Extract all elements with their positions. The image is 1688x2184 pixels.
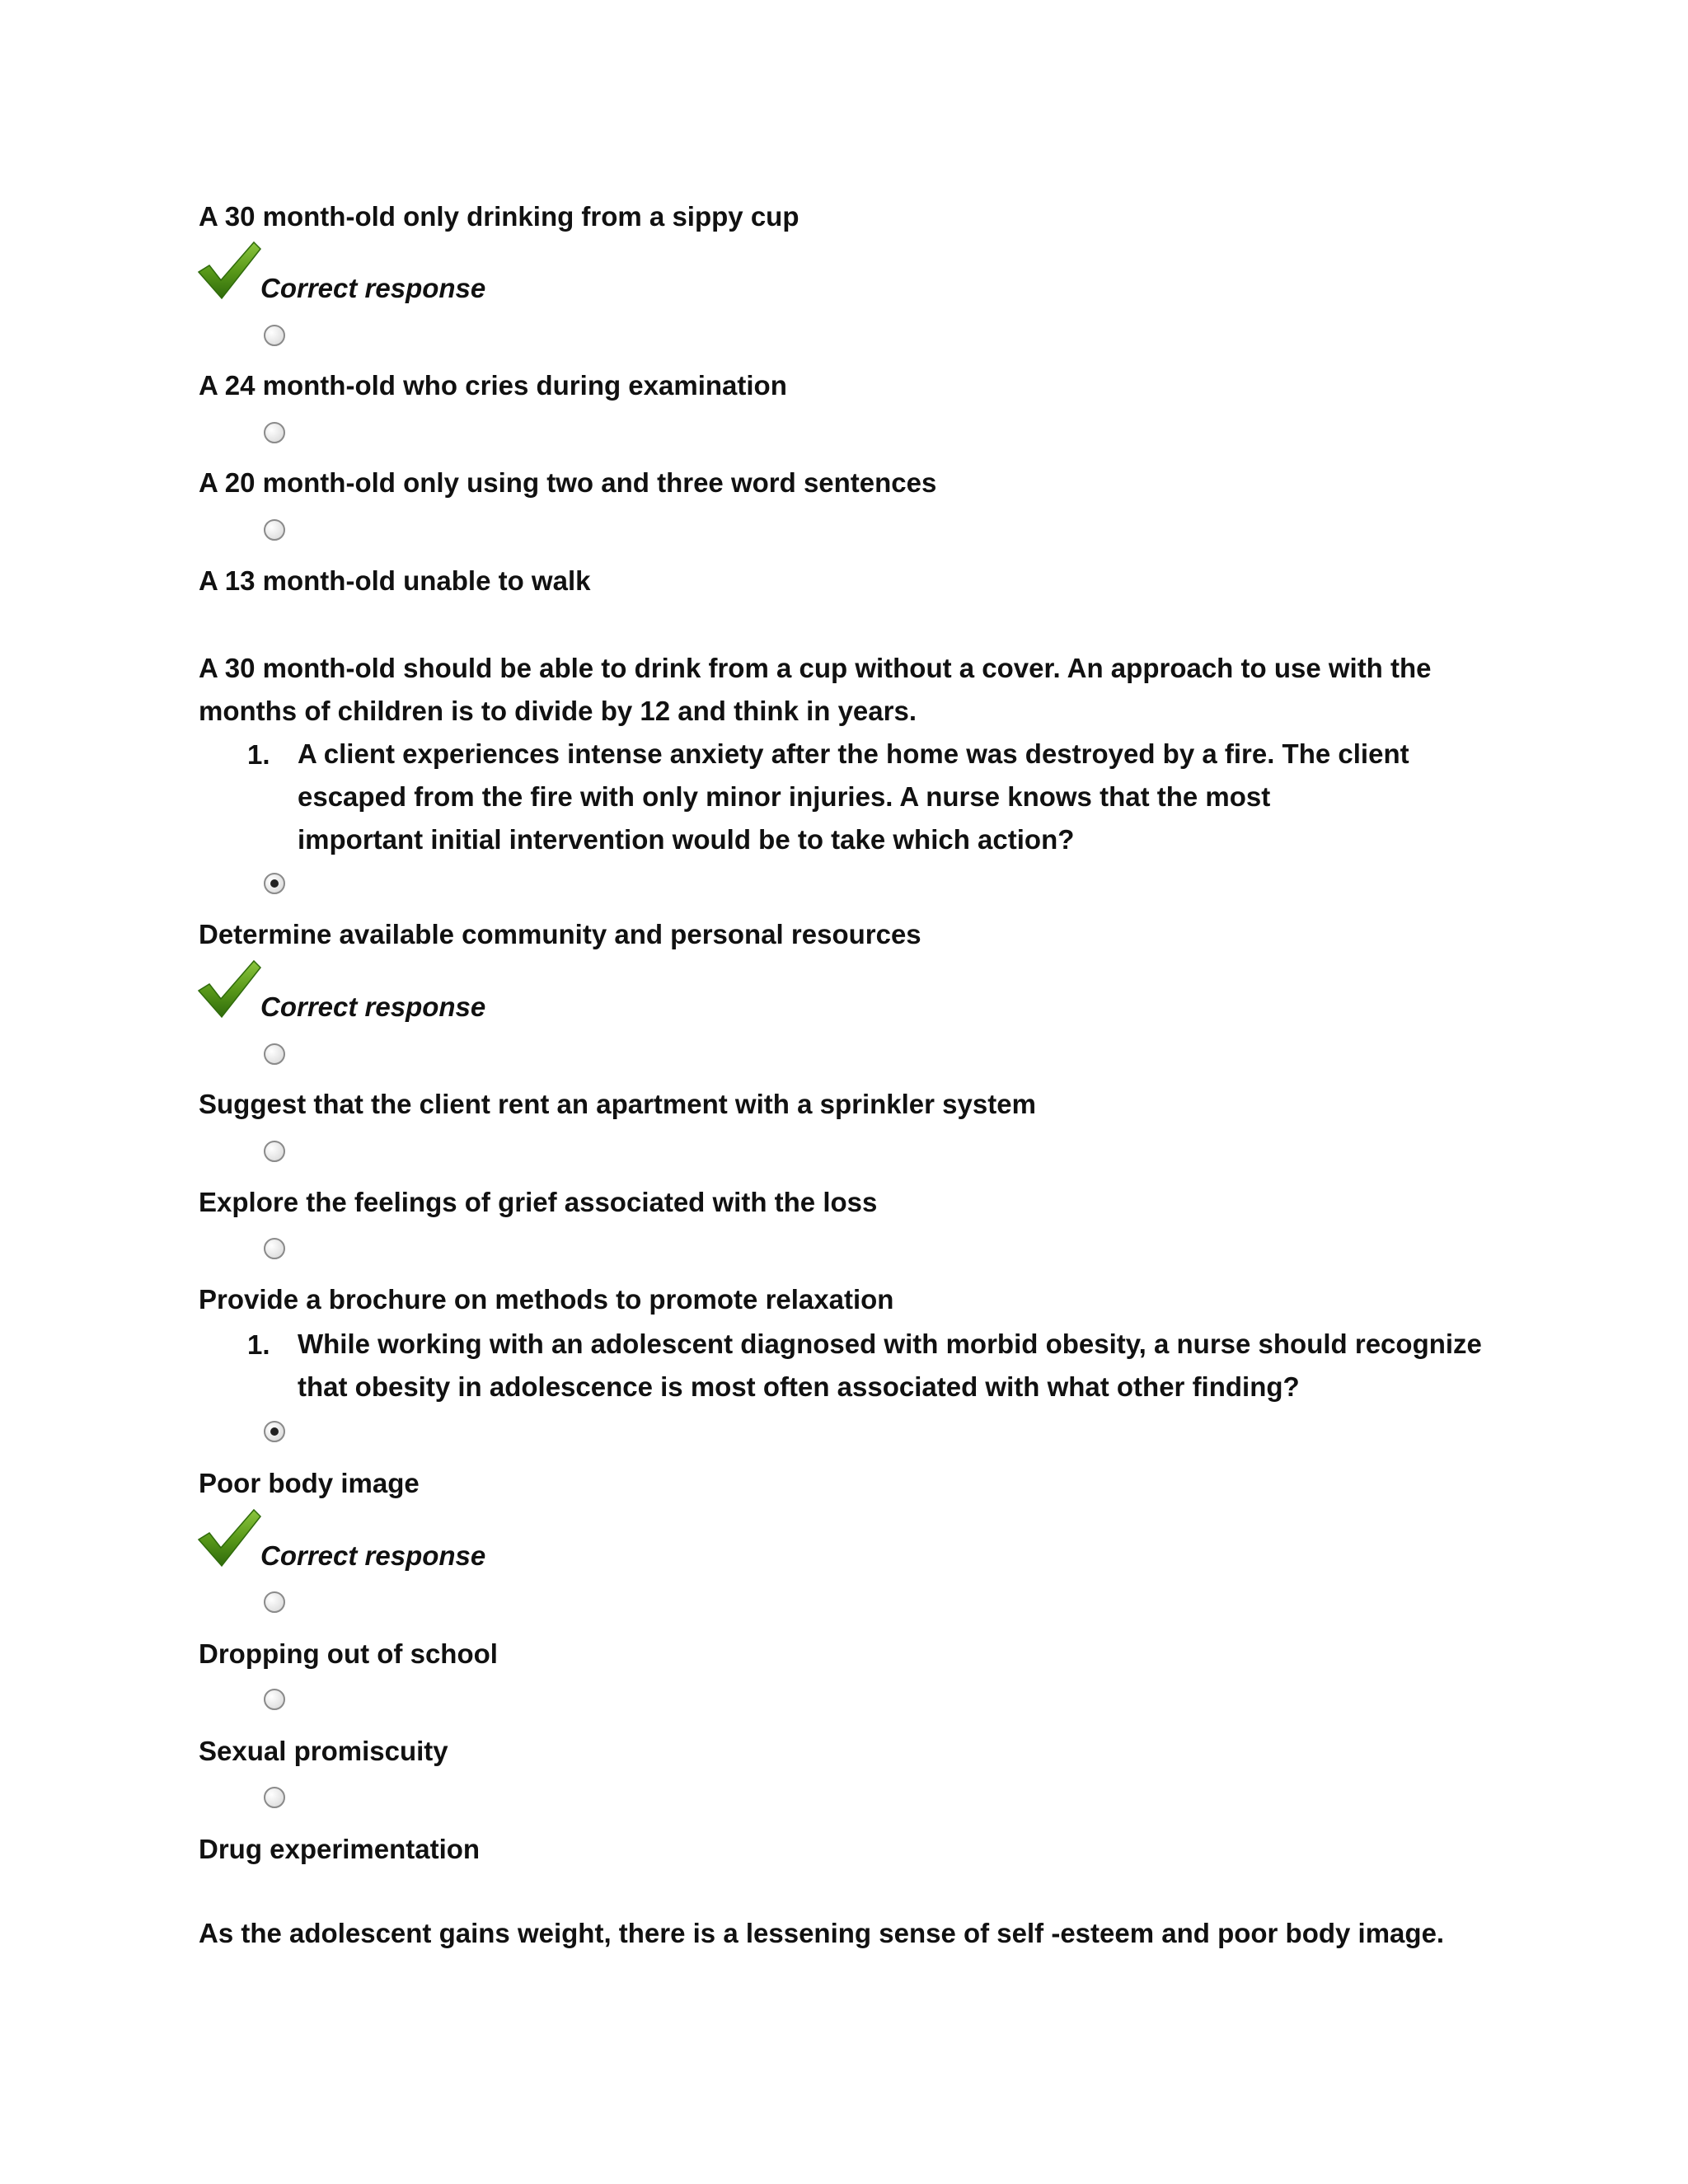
answer-option: Suggest that the client rent an apartment with a sprinkler system	[199, 1089, 1036, 1119]
radio-button[interactable]	[262, 518, 287, 542]
answer-option: Provide a brochure on methods to promote relaxation	[199, 1284, 894, 1315]
radio-button-selected[interactable]	[262, 871, 287, 896]
question-text	[298, 1323, 1482, 1408]
rationale	[199, 647, 1432, 733]
radio-button-selected[interactable]	[262, 1419, 287, 1444]
answer-option: Dropping out of school	[199, 1638, 498, 1669]
answer-option-correct: Poor body image	[199, 1468, 420, 1498]
question-line: important initial intervention would be to take which action?	[298, 824, 1075, 855]
radio-button[interactable]	[262, 1042, 287, 1066]
correct-response-label: Correct response	[260, 991, 486, 1022]
answer-option: Explore the feelings of grief associated with the loss	[199, 1187, 878, 1217]
radio-button[interactable]	[262, 1236, 287, 1261]
answer-option-correct: Determine available community and personal resources	[199, 919, 921, 949]
answer-option-correct: A 30 month-old only drinking from a sippy cup	[199, 201, 799, 232]
answer-option: A 13 month-old unable to walk	[199, 565, 591, 596]
radio-button[interactable]	[262, 323, 287, 348]
question-text	[298, 733, 1409, 861]
question-line: escaped from the fire with only minor injuries. A nurse knows that the most	[298, 781, 1271, 812]
radio-button[interactable]	[262, 1139, 287, 1164]
question-line: While working with an adolescent diagnosed with morbid obesity, a nurse should recognize	[298, 1329, 1482, 1359]
question-number: 1.	[247, 1329, 270, 1360]
answer-option: A 20 month-old only using two and three word sentences	[199, 467, 937, 498]
rationale-line: months of children is to divide by 12 and think in years.	[199, 696, 917, 726]
rationale-line: A 30 month-old should be able to drink from a cup without a cover. An approach to use with the	[199, 653, 1432, 683]
question-number: 1.	[247, 739, 270, 770]
radio-button[interactable]	[262, 1687, 287, 1712]
radio-button[interactable]	[262, 1785, 287, 1810]
rationale: As the adolescent gains weight, there is a lessening sense of self -esteem and poor body image.	[199, 1918, 1445, 1948]
question-line: that obesity in adolescence is most often associated with what other finding?	[298, 1371, 1300, 1402]
checkmark-icon	[196, 1508, 262, 1568]
correct-response-label: Correct response	[260, 1540, 486, 1571]
question-line: A client experiences intense anxiety after the home was destroyed by a fire. The client	[298, 738, 1409, 769]
radio-button[interactable]	[262, 420, 287, 445]
radio-button[interactable]	[262, 1590, 287, 1615]
answer-option: A 24 month-old who cries during examination	[199, 370, 787, 401]
correct-response-label: Correct response	[260, 273, 486, 303]
checkmark-icon	[196, 959, 262, 1019]
answer-option: Sexual promiscuity	[199, 1736, 448, 1766]
checkmark-icon	[196, 241, 262, 300]
answer-option: Drug experimentation	[199, 1834, 481, 1864]
